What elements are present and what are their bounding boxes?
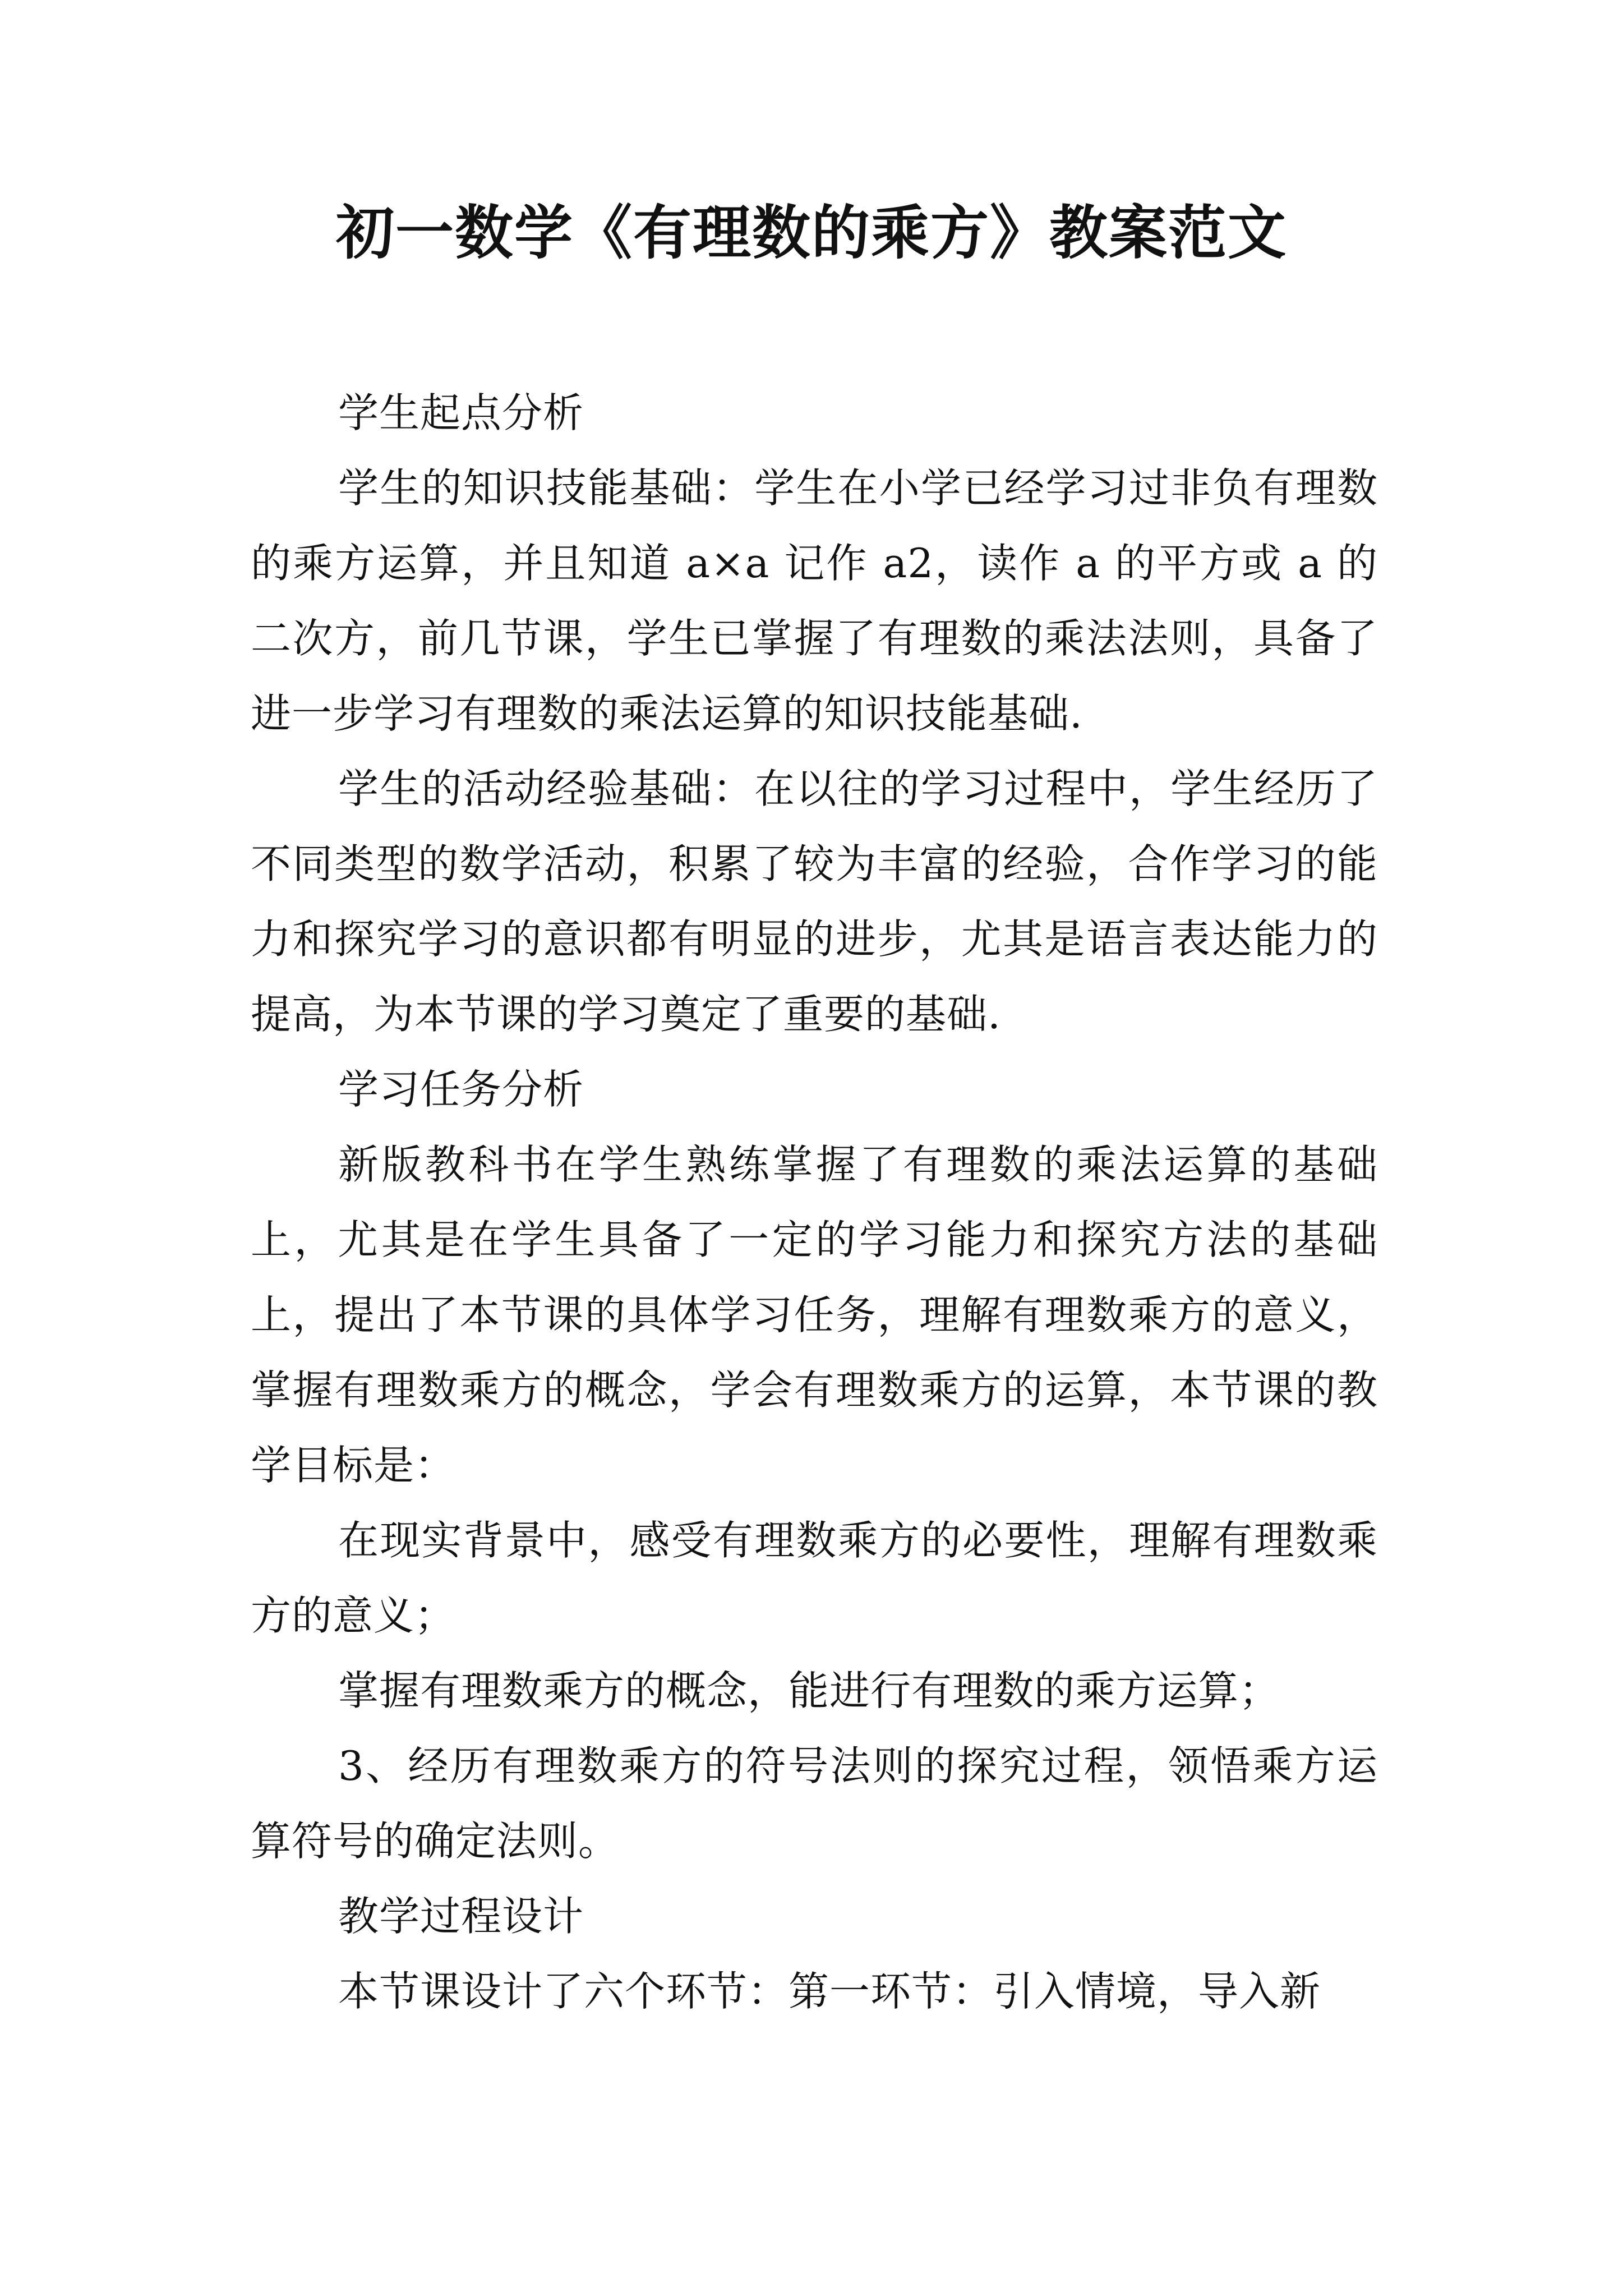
objective-item-2: 掌握有理数乘方的概念，能进行有理数的乘方运算； — [338, 1667, 1280, 1714]
heading-student-analysis: 学生起点分析 — [338, 389, 584, 436]
paragraph-activity-basis: 学生的活动经验基础：在以往的学习过程中，学生经历了不同类型的数学活动，积累了较为丰富的经验，合作学习的能力和探究学习的意识都有明显的进步，尤其是语言表达能力的提高，为本节课的学习奠定了重要的基础. — [251, 765, 1378, 1038]
paragraph-knowledge-basis: 学生的知识技能基础：学生在小学已经学习过非负有理数的乘方运算，并且知道 a×a 记作 a2，读作 a 的平方或 a 的二次方，前几节课，学生已掌握了有理数的乘法法则，具备了进一步学习有理数的乘法运算的知识技能基础. — [251, 464, 1378, 737]
heading-task-analysis: 学习任务分析 — [338, 1066, 584, 1113]
paragraph-process-intro: 本节课设计了六个环节：第一环节：引入情境，导入新 — [338, 1968, 1321, 2015]
objective-item-1: 在现实背景中，感受有理数乘方的必要性，理解有理数乘方的意义； — [251, 1517, 1378, 1639]
document-body — [251, 375, 1378, 2029]
heading-process-design: 教学过程设计 — [338, 1893, 584, 1940]
document-title: 初一数学《有理数的乘方》教案范文 — [335, 198, 1287, 267]
objective-item-3: 3、经历有理数乘方的符号法则的探究过程，领悟乘方运算符号的确定法则。 — [251, 1742, 1378, 1865]
paragraph-task-description: 新版教科书在学生熟练掌握了有理数的乘法运算的基础上，尤其是在学生具备了一定的学习能力和探究方法的基础上，提出了本节课的具体学习任务，理解有理数乘方的意义，掌握有理数乘方的概念，学会有理数乘方的运算，本节课的教学目标是： — [251, 1141, 1378, 1489]
